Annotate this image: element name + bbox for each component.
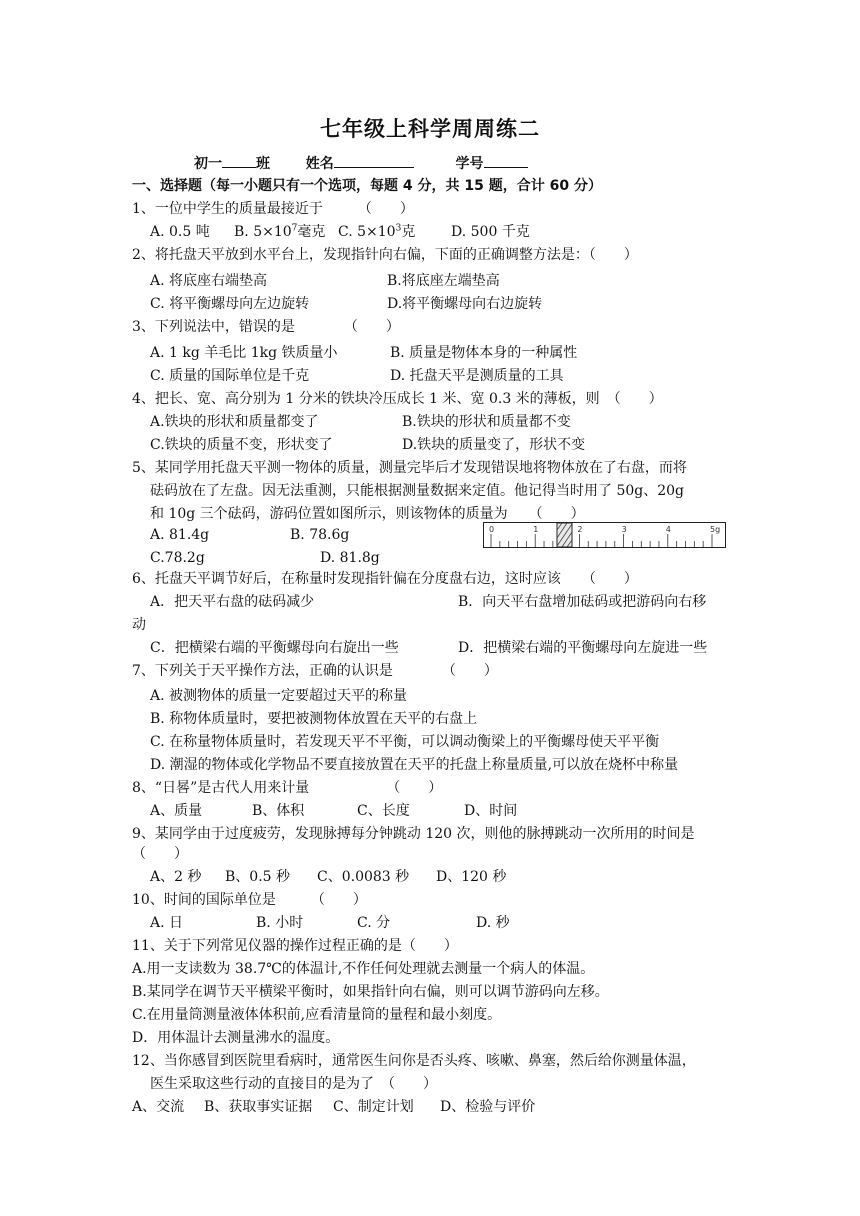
q10-option-b: B. 小时 bbox=[256, 915, 304, 931]
scale-label: 2 bbox=[577, 525, 583, 534]
scale-label: 0 bbox=[489, 525, 495, 534]
q4-option-d: D.铁块的质量变了，形状不变 bbox=[402, 437, 586, 453]
scale-label: 5g bbox=[710, 525, 721, 534]
q9-option-c: C、0.0083 秒 bbox=[317, 869, 410, 885]
scale-label: 1 bbox=[533, 525, 539, 534]
q5-line3: 和 10g 三个砝码，游码位置如图所示，则该物体的质量为 （ ） bbox=[150, 506, 585, 522]
q1-option-d: D. 500 千克 bbox=[451, 224, 530, 240]
q5-option-b: B. 78.6g bbox=[290, 527, 350, 543]
q8-option-b: B、体积 bbox=[252, 803, 305, 819]
q3-option-a: A. 1 kg 羊毛比 1kg 铁质量小 bbox=[150, 345, 338, 361]
q5-option-d: D. 81.8g bbox=[320, 550, 380, 566]
q12-option-b: B、获取事实证据 bbox=[204, 1099, 313, 1115]
q9-stem: 9、某同学由于过度疲劳，发现脉搏每分钟跳动 120 次，则他的脉搏跳动一次所用的时间是 bbox=[132, 826, 695, 842]
scale-label: 4 bbox=[665, 525, 671, 534]
q3-option-b: B. 质量是物体本身的一种属性 bbox=[390, 345, 578, 361]
q10-option-a: A. 日 bbox=[150, 915, 184, 931]
student-info-row bbox=[194, 153, 528, 173]
q8-stem: 8、“日晷”是古代人用来计量 （ ） bbox=[132, 780, 443, 796]
q12-option-a: A、交流 bbox=[132, 1099, 185, 1115]
q9-paren: （ ） bbox=[132, 846, 188, 862]
q8-option-d: D、时间 bbox=[464, 803, 518, 819]
q7-option-c: C. 在称量物体质量时，若发现天平不平衡，可以调动衡梁上的平衡螺母使天平平衡 bbox=[150, 734, 660, 750]
q12-line2: 医生采取这些行动的直接目的是为了 （ ） bbox=[150, 1076, 437, 1092]
q4-option-c: C.铁块的质量不变，形状变了 bbox=[150, 437, 333, 453]
q6-option-c: C．把横梁右端的平衡螺母向右旋出一些 bbox=[150, 640, 399, 656]
q11-option-a: A.用一支读数为 38.7℃的体温计,不作任何处理就去测量一个病人的体温。 bbox=[132, 961, 595, 977]
q2-stem: 2、将托盘天平放到水平台上，发现指针向右偏，下面的正确调整方法是：（ ） bbox=[132, 247, 638, 263]
q2-option-a: A. 将底座右端垫高 bbox=[150, 273, 268, 289]
q6-option-d: D．把横梁右端的平衡螺母向左旋进一些 bbox=[458, 640, 708, 656]
q12-line1: 12、当你感冒到医院里看病时，通常医生问你是否头疼、咳嗽、鼻塞，然后给你测量体温， bbox=[132, 1053, 696, 1069]
q7-option-b: B. 称物体质量时，要把被测物体放置在天平的右盘上 bbox=[150, 711, 478, 727]
q4-stem: 4、把长、宽、高分别为 1 分米的铁块冷压成长 1 米、宽 0.3 米的薄板，则 （ ） bbox=[132, 391, 663, 407]
q6-option-a: A．把天平右盘的砝码减少 bbox=[150, 594, 315, 610]
q1-option-b: B. $5\times 10^7$毫克 bbox=[234, 223, 326, 240]
q1-stem: 1、一位中学生的质量最接近于 （ ） bbox=[132, 201, 414, 217]
q5-option-c: C.78.2g bbox=[150, 550, 205, 566]
q9-option-b: B、0.5 秒 bbox=[225, 869, 291, 885]
q1-option-c: C. $5\times 10^3$克 bbox=[338, 223, 416, 240]
q12-option-c: C、制定计划 bbox=[333, 1099, 414, 1115]
q10-option-c: C. 分 bbox=[357, 915, 391, 931]
q6-stem: 6、托盘天平调节好后，在称量时发现指针偏在分度盘右边，这时应该 （ ） bbox=[132, 571, 638, 587]
q10-stem: 10、时间的国际单位是 （ ） bbox=[132, 892, 367, 908]
q1-option-a: A. 0.5 吨 bbox=[150, 224, 210, 240]
q4-option-b: B.铁块的形状和质量都不变 bbox=[402, 414, 571, 430]
rider-scale-figure bbox=[483, 522, 726, 548]
q5-line1: 5、某同学用托盘天平测一物体的质量，测量完毕后才发现错误地将物体放在了右盘，而将 bbox=[132, 460, 687, 476]
q5-option-a: A. 81.4g bbox=[150, 527, 210, 543]
q6-option-b-wrap: 动 bbox=[132, 617, 146, 633]
name-label: 姓名 bbox=[305, 156, 334, 172]
q11-option-c: C.在用量筒测量液体体积前,应看清量筒的量程和最小刻度。 bbox=[132, 1007, 502, 1023]
q2-option-c: C. 将平衡螺母向左边旋转 bbox=[150, 296, 310, 312]
q2-option-d: D.将平衡螺母向右边旋转 bbox=[387, 296, 543, 312]
q10-option-d: D. 秒 bbox=[476, 915, 510, 931]
q4-option-a: A.铁块的形状和质量都变了 bbox=[150, 414, 319, 430]
scale-frame bbox=[484, 523, 726, 548]
scale-label: 3 bbox=[621, 525, 627, 534]
class-blank[interactable] bbox=[222, 153, 256, 168]
q5-line2: 砝码放在了左盘。因无法重测，只能根据测量数据来定值。他记得当时用了 50g、20g bbox=[150, 483, 685, 499]
q11-option-d: D．用体温计去测量沸水的温度。 bbox=[132, 1030, 340, 1046]
page-title: 七年级上科学周周练二 bbox=[320, 117, 540, 141]
id-blank[interactable] bbox=[484, 153, 528, 168]
q7-stem: 7、下列关于天平操作方法，正确的认识是 （ ） bbox=[132, 663, 498, 679]
q9-option-a: A、2 秒 bbox=[150, 869, 202, 885]
q12-option-d: D、检验与评价 bbox=[440, 1099, 536, 1115]
q8-option-a: A、质量 bbox=[150, 803, 203, 819]
section-heading: 一、选择题（每一小题只有一个选项，每题 4 分，共 15 题，合计 60 分） bbox=[132, 178, 602, 194]
q3-option-c: C. 质量的国际单位是千克 bbox=[150, 368, 310, 384]
q11-stem: 11、关于下列常见仪器的操作过程正确的是（ ） bbox=[132, 938, 458, 954]
class-label: 初一 bbox=[194, 156, 222, 172]
q7-option-d: D. 潮湿的物体或化学物品不要直接放置在天平的托盘上称量质量,可以放在烧杯中称量 bbox=[150, 757, 679, 773]
q11-option-b: B.某同学在调节天平横梁平衡时，如果指针向右偏，则可以调节游码向左移。 bbox=[132, 984, 609, 1000]
id-label: 学号 bbox=[455, 156, 484, 172]
class-suffix: 班 bbox=[256, 156, 270, 172]
q6-option-b: B．向天平右盘增加砝码或把游码向右移 bbox=[458, 594, 707, 610]
scale-rider bbox=[557, 523, 572, 547]
q8-option-c: C、长度 bbox=[357, 803, 410, 819]
q2-option-b: B.将底座左端垫高 bbox=[387, 273, 500, 289]
name-blank[interactable] bbox=[334, 153, 414, 168]
q3-stem: 3、下列说法中，错误的是 （ ） bbox=[132, 319, 400, 335]
q3-option-d: D. 托盘天平是测质量的工具 bbox=[390, 368, 564, 384]
q7-option-a: A. 被测物体的质量一定要超过天平的称量 bbox=[150, 688, 408, 704]
q9-option-d: D、120 秒 bbox=[436, 869, 507, 885]
